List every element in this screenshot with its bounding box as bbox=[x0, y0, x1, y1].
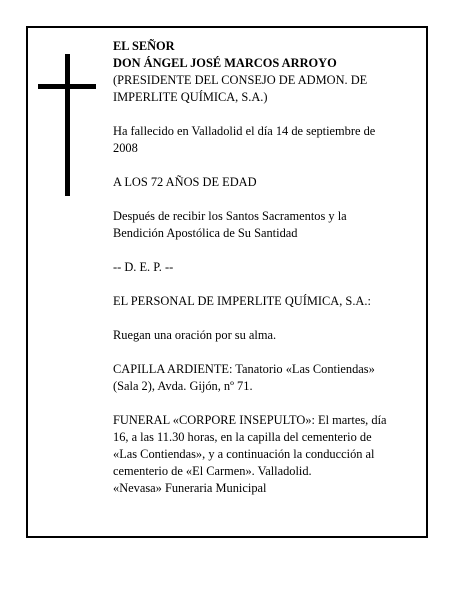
rip-line: -- D. E. P. -- bbox=[113, 260, 174, 274]
chapel-line-2: (Sala 2), Avda. Gijón, nº 71. bbox=[113, 379, 253, 393]
funeral-home: «Nevasa» Funeraria Municipal bbox=[113, 481, 267, 495]
obituary-text bbox=[113, 38, 413, 497]
sacraments-line-1: Después de recibir los Santos Sacramentos y la bbox=[113, 209, 347, 223]
funeral-info bbox=[113, 412, 413, 497]
age-statement: A LOS 72 AÑOS DE EDAD bbox=[113, 175, 257, 189]
cross-horizontal-bar bbox=[38, 84, 96, 89]
sacraments-statement bbox=[113, 208, 413, 242]
deceased-heading bbox=[113, 38, 413, 72]
funeral-line-4: cementerio de «El Carmen». Valladolid. bbox=[113, 464, 312, 478]
deceased-name: DON ÁNGEL JOSÉ MARCOS ARROYO bbox=[113, 56, 337, 70]
chapel-info bbox=[113, 361, 413, 395]
funeral-line-2: 16, a las 11.30 horas, en la capilla del cementerio de bbox=[113, 430, 372, 444]
staff-line: EL PERSONAL DE IMPERLITE QUÍMICA, S.A.: bbox=[113, 294, 371, 308]
cross-vertical-bar bbox=[65, 54, 70, 196]
title-line-1: EL SEÑOR bbox=[113, 39, 175, 53]
funeral-line-3: «Las Contiendas», y a continuación la conducción al bbox=[113, 447, 375, 461]
death-statement bbox=[113, 123, 413, 157]
prayer-request: Ruegan una oración por su alma. bbox=[113, 328, 277, 342]
chapel-line-1: CAPILLA ARDIENTE: Tanatorio «Las Contiendas» bbox=[113, 362, 375, 376]
position-line-1: (PRESIDENTE DEL CONSEJO DE ADMON. DE bbox=[113, 73, 368, 87]
position-line-2: IMPERLITE QUÍMICA, S.A.) bbox=[113, 90, 268, 104]
death-line-1: Ha fallecido en Valladolid el día 14 de septiembre de bbox=[113, 124, 376, 138]
deceased-position bbox=[113, 72, 413, 106]
sacraments-line-2: Bendición Apostólica de Su Santidad bbox=[113, 226, 298, 240]
funeral-line-1: FUNERAL «CORPORE INSEPULTO»: El martes, día bbox=[113, 413, 387, 427]
death-line-2: 2008 bbox=[113, 141, 138, 155]
